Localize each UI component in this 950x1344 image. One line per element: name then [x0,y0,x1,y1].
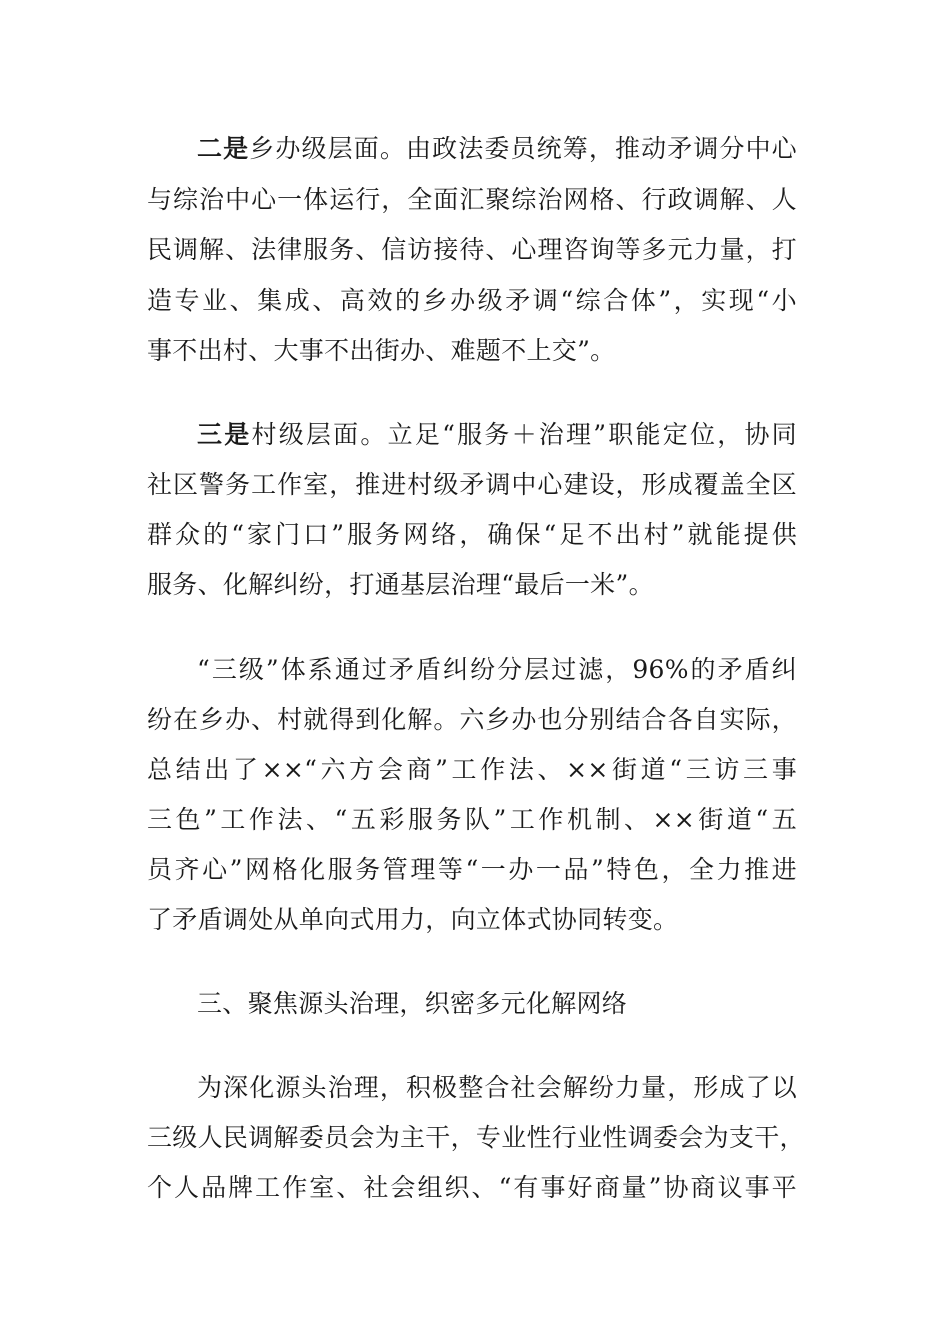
paragraph-line: 个人品牌工作室、社会组织、“有事好商量”协商议事平 [147,1173,797,1202]
paragraph-lead: 三是 [197,420,252,449]
paragraph-line: 纷在乡办、村就得到化解。六乡办也分别结合各自实际， [147,705,797,734]
paragraph-line: 员齐心”网格化服务管理等“一办一品”特色，全力推进 [147,855,797,884]
paragraph-line: 三色”工作法、“五彩服务队”工作机制、××街道“五 [147,805,797,834]
paragraph-line: 造专业、集成、高效的乡办级矛调“综合体”，实现“小 [147,286,797,315]
paragraph-line: 总结出了××“六方会商”工作法、××街道“三访三事 [147,755,797,784]
paragraph-lead: 二是 [197,134,250,163]
paragraph-line: 为深化源头治理，积极整合社会解纷力量，形成了以 [197,1073,797,1102]
paragraph-line: 二是乡办级层面。由政法委员统筹，推动矛调分中心 [197,134,797,163]
paragraph-line: 与综治中心一体运行，全面汇聚综治网格、行政调解、人 [147,185,797,214]
paragraph-line: 民调解、法律服务、信访接待、心理咨询等多元力量，打 [147,235,797,264]
paragraph-line: 事不出村、大事不出街办、难题不上交”。 [147,336,616,365]
paragraph-line: 社区警务工作室，推进村级矛调中心建设，形成覆盖全区 [147,470,797,499]
paragraph-line: 三是村级层面。立足“服务＋治理”职能定位，协同 [197,420,797,449]
paragraph-line: 服务、化解纠纷，打通基层治理“最后一米”。 [147,570,654,599]
section-heading: 三、聚焦源头治理，织密多元化解网络 [197,989,628,1018]
paragraph-line: 了矛盾调处从单向式用力，向立体式协同转变。 [147,905,679,934]
paragraph-line: 群众的“家门口”服务网络，确保“足不出村”就能提供 [147,520,797,549]
paragraph-line: “三级”体系通过矛盾纠纷分层过滤，96%的矛盾纠 [197,655,797,684]
paragraph-line: 三级人民调解委员会为主干，专业性行业性调委会为支干， [147,1123,805,1152]
